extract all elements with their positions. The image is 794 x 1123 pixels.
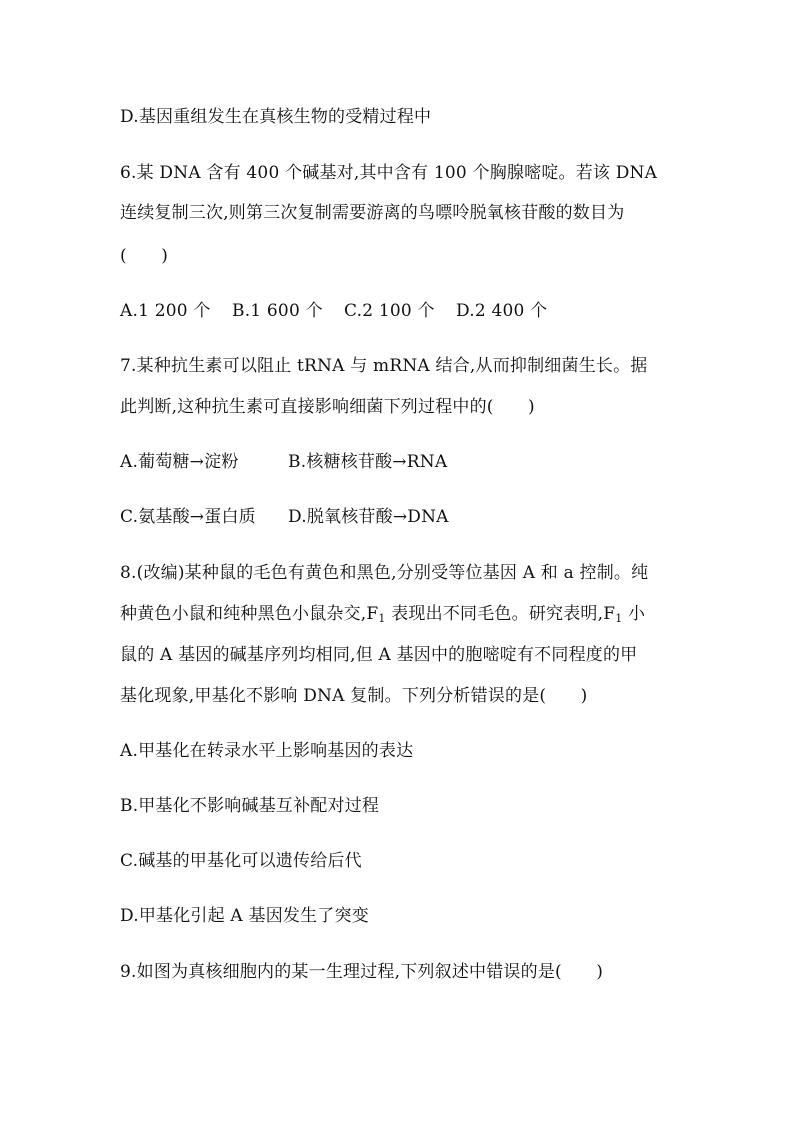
q7-stem-line-1: 7.某种抗生素可以阻止 tRNA 与 mRNA 结合,从而抑制细菌生长。据	[120, 356, 648, 376]
q6-option-d: D.2 400 个	[456, 301, 548, 321]
q8-stem-line-3: 鼠的 A 基因的碱基序列均相同,但 A 基因中的胞嘧啶有不同程度的甲	[120, 645, 638, 665]
q6-options	[120, 300, 547, 322]
q7-option-c: C.氨基酸→蛋白质	[120, 507, 256, 527]
q7-option-a: A.葡萄糖→淀粉	[120, 452, 239, 472]
q7-stem-line-2: 此判断,这种抗生素可直接影响细菌下列过程中的( )	[120, 397, 535, 417]
q8-stem-line-1: 8.(改编)某种鼠的毛色有黄色和黑色,分别受等位基因 A 和 a 控制。纯	[120, 563, 649, 583]
q8-option-c: C.碱基的甲基化可以遗传给后代	[120, 851, 362, 871]
q6-stem-line-2: 连续复制三次,则第三次复制需要游离的鸟嘌呤脱氧核苷酸的数目为	[120, 203, 625, 223]
q8-line2-part2: 表现出不同毛色。研究表明,F	[385, 604, 616, 624]
q6-stem-line-1: 6.某 DNA 含有 400 个碱基对,其中含有 100 个胸腺嘧啶。若该 DNA	[120, 163, 658, 183]
q7-options-row-1	[120, 451, 447, 473]
q8-option-d: D.甲基化引起 A 基因发生了突变	[120, 906, 369, 926]
q9-stem: 9.如图为真核细胞内的某一生理过程,下列叙述中错误的是( )	[120, 962, 604, 982]
q8-line2-sub1: 1	[378, 612, 386, 625]
q6-option-b: B.1 600 个	[232, 301, 323, 321]
q8-stem-line-2	[120, 603, 645, 625]
q6-option-c: C.2 100 个	[344, 301, 435, 321]
q8-stem-line-4: 基化现象,甲基化不影响 DNA 复制。下列分析错误的是( )	[120, 686, 588, 706]
q6-answer-paren: ( )	[120, 246, 169, 266]
q8-line2-part3: 小	[622, 604, 646, 624]
q8-line2-sub2: 1	[615, 612, 623, 625]
q6-option-a: A.1 200 个	[120, 301, 211, 321]
q7-options-row-2	[120, 506, 449, 528]
q8-line2-part1: 种黄色小鼠和纯种黑色小鼠杂交,F	[120, 604, 379, 624]
q7-option-d: D.脱氧核苷酸→DNA	[288, 507, 449, 527]
q8-option-a: A.甲基化在转录水平上影响基因的表达	[120, 741, 414, 761]
q8-option-b: B.甲基化不影响碱基互补配对过程	[120, 796, 380, 816]
q5-option-d: D.基因重组发生在真核生物的受精过程中	[120, 107, 432, 127]
q7-option-b: B.核糖核苷酸→RNA	[288, 452, 448, 472]
